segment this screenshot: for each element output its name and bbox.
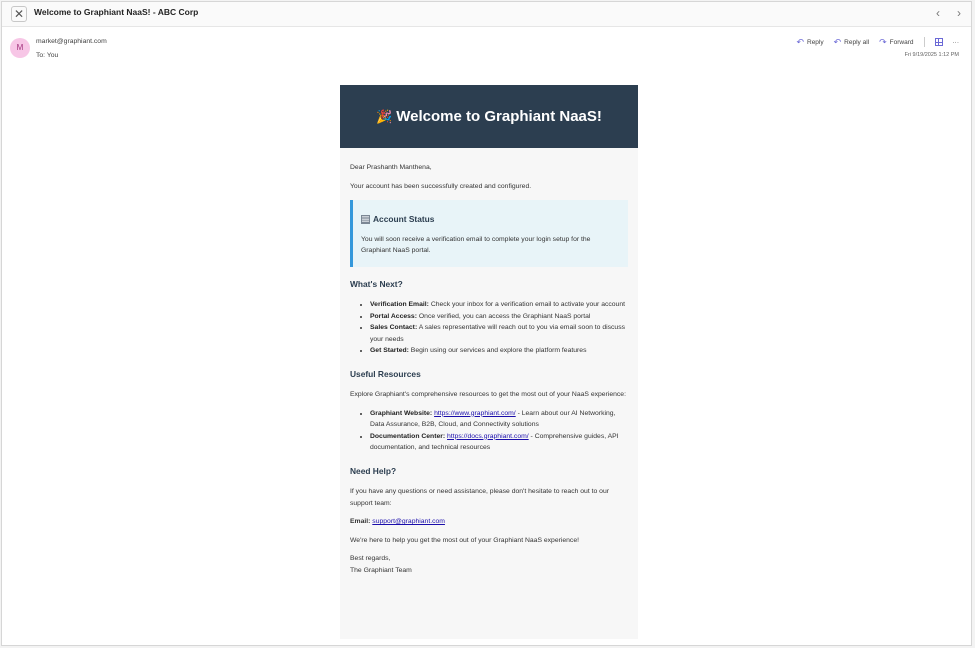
forward-button[interactable] xyxy=(879,38,913,47)
welcome-banner xyxy=(340,85,638,148)
reply-all-label: Reply all xyxy=(844,38,870,46)
reply-all-button[interactable] xyxy=(834,38,869,47)
apps-icon[interactable] xyxy=(935,38,943,46)
next-icon[interactable]: › xyxy=(957,6,961,20)
intro-text: Your account has been successfully created and configured. xyxy=(350,182,532,190)
item-text: A sales representative will reach out to you via email soon to discuss your needs xyxy=(370,324,626,343)
email-body xyxy=(340,85,638,639)
title-bar xyxy=(2,2,971,27)
forward-icon: ↷ xyxy=(879,36,887,47)
greeting: Dear Prashanth Manthena, xyxy=(350,164,432,171)
item-label: Sales Contact: xyxy=(370,324,418,331)
divider xyxy=(924,37,925,47)
party-popper-icon: 🎉 xyxy=(376,108,393,124)
item-label: Graphiant Website: xyxy=(370,409,433,417)
sender-address[interactable]: market@graphiant.com xyxy=(36,38,107,45)
avatar: M xyxy=(10,38,30,58)
list-item xyxy=(370,408,628,431)
item-label: Documentation Center: xyxy=(370,432,446,440)
signature: The Graphiant Team xyxy=(350,566,412,574)
email-window xyxy=(1,1,972,646)
item-label: Verification Email: xyxy=(370,301,429,308)
item-label: Portal Access: xyxy=(370,312,417,320)
item-text: Begin using our services and explore the platform features xyxy=(408,347,587,354)
list-item xyxy=(370,345,628,357)
to-label: To: xyxy=(36,52,46,59)
account-status-heading xyxy=(361,214,620,226)
email-subject: Welcome to Graphiant NaaS! - ABC Corp xyxy=(34,7,199,17)
list-item xyxy=(370,431,628,454)
useful-resources-heading: Useful Resources xyxy=(350,368,421,379)
closing-line: We're here to help you get the most out of your Graphiant NaaS experience! xyxy=(350,536,580,544)
message-actions xyxy=(796,36,959,48)
item-label: Get Started: xyxy=(370,347,409,354)
list-item xyxy=(370,311,628,323)
resources-intro: Explore Graphiant's comprehensive resources to get the most out of your NaaS experience: xyxy=(350,391,626,398)
email-label: Email: xyxy=(350,518,371,525)
list-item xyxy=(370,322,628,345)
list-item xyxy=(370,299,628,311)
website-link[interactable]: https://www.graphiant.com/ xyxy=(434,409,516,417)
recipient-line xyxy=(36,52,58,59)
account-status-title: Account Status xyxy=(373,214,435,224)
banner-title: Welcome to Graphiant NaaS! xyxy=(396,108,602,125)
resources-list xyxy=(350,408,628,454)
item-text: Once verified, you can access the Graphiant NaaS portal xyxy=(416,312,591,320)
whats-next-heading: What's Next? xyxy=(350,278,403,289)
close-icon[interactable]: ✕ xyxy=(11,6,27,22)
account-status-box xyxy=(350,200,628,267)
item-text: - Learn about our AI Networking, Data Assurance, B2B, Cloud, and Connectivity solutions xyxy=(370,409,616,428)
reply-label: Reply xyxy=(807,38,824,46)
need-help-heading: Need Help? xyxy=(350,465,397,476)
reply-icon: ↶ xyxy=(796,36,804,47)
whats-next-list xyxy=(350,299,628,357)
help-text: If you have any questions or need assistance, please don't hesitate to reach out to our support team: xyxy=(350,488,609,507)
item-text: - Comprehensive guides, API documentation, and technical resources xyxy=(370,432,619,451)
account-status-text: You will soon receive a verification email to complete your login setup for the Graphiant NaaS portal. xyxy=(361,235,591,254)
reply-all-icon: ↶ xyxy=(833,36,842,47)
clipboard-icon xyxy=(361,215,370,224)
regards: Best regards, xyxy=(350,555,391,562)
item-text: Check your inbox for a verification email to activate your account xyxy=(428,301,626,308)
received-date: Fri 9/19/2025 1:12 PM xyxy=(904,52,959,58)
reply-button[interactable] xyxy=(796,38,823,47)
email-content xyxy=(340,148,638,576)
support-email-link[interactable]: support@graphiant.com xyxy=(372,518,445,525)
previous-icon[interactable]: ‹ xyxy=(936,6,940,20)
documentation-link[interactable]: https://docs.graphiant.com/ xyxy=(447,432,529,440)
more-actions-button[interactable]: ··· xyxy=(952,38,959,46)
forward-label: Forward xyxy=(889,38,914,46)
to-value[interactable]: You xyxy=(46,52,59,59)
support-email-line xyxy=(350,516,628,528)
